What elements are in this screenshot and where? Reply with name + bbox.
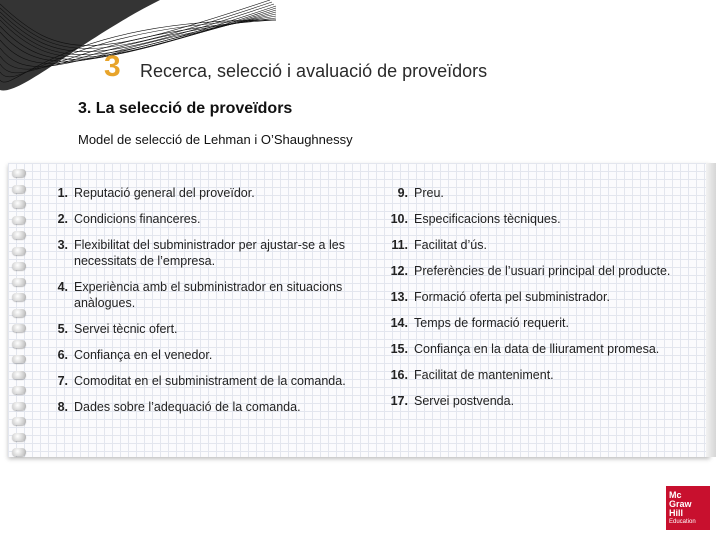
chapter-number: 3 <box>104 50 121 83</box>
binding-ring <box>12 309 26 317</box>
subtitle: Model de selecció de Lehman i O’Shaughnessy <box>78 132 353 147</box>
list-item: 14. Temps de formació requerit. <box>390 316 569 330</box>
binding-ring <box>12 386 26 394</box>
binding-ring <box>12 200 26 208</box>
binding-ring <box>12 448 26 456</box>
list-item: 17. Servei postvenda. <box>390 394 515 408</box>
criteria-list-right <box>386 185 706 409</box>
list-item: 9. Preu. <box>397 186 444 200</box>
decorative-corner-graphic <box>0 0 280 100</box>
list-item: 13. Formació oferta pel subministrador. <box>390 290 610 304</box>
binding-ring <box>12 371 26 379</box>
list-item: 8. Dades sobre l’adequació de la comanda. <box>57 400 301 414</box>
list-item: 15. Confiança en la data de lliurament promesa. <box>390 342 660 356</box>
binding-ring <box>12 216 26 224</box>
list-item: 5. Servei tècnic ofert. <box>57 322 178 336</box>
list-item: 1. Reputació general del proveïdor. <box>57 186 255 200</box>
binding-ring <box>12 340 26 348</box>
binding-ring <box>12 324 26 332</box>
list-item: 11. Facilitat d’ús. <box>391 238 487 252</box>
list-item: 7. Comoditat en el subministrament de la comanda. <box>57 374 346 388</box>
binding-ring <box>12 417 26 425</box>
binding-ring <box>12 247 26 255</box>
chapter-title: Recerca, selecció i avaluació de proveïdors <box>140 61 488 81</box>
binding-ring <box>12 433 26 441</box>
list-item: 16. Facilitat de manteniment. <box>390 368 554 382</box>
binding-ring <box>12 262 26 270</box>
list-item: 4. Experiència amb el subministrador en situacions anàlogues. <box>57 280 343 310</box>
list-item: 2. Condicions financeres. <box>57 212 201 226</box>
list-item: 10. Especificacions tècniques. <box>390 212 561 226</box>
criteria-list-left <box>46 185 376 415</box>
spiral-binding <box>12 169 32 455</box>
list-item: 6. Confiança en el venedor. <box>57 348 213 362</box>
binding-ring <box>12 293 26 301</box>
notebook-panel <box>8 163 710 457</box>
binding-ring <box>12 169 26 177</box>
binding-ring <box>12 278 26 286</box>
section-title: 3. La selecció de proveïdors <box>78 100 293 117</box>
list-item: 12. Preferències de l’usuari principal del producte. <box>390 264 671 278</box>
mcgraw-hill-logo: Mc Graw Hill Education <box>666 486 710 530</box>
binding-ring <box>12 185 26 193</box>
binding-ring <box>12 231 26 239</box>
binding-ring <box>12 355 26 363</box>
list-item: 3. Flexibilitat del subministrador per ajustar-se a les necessitats de l’empresa. <box>57 238 345 268</box>
binding-ring <box>12 402 26 410</box>
